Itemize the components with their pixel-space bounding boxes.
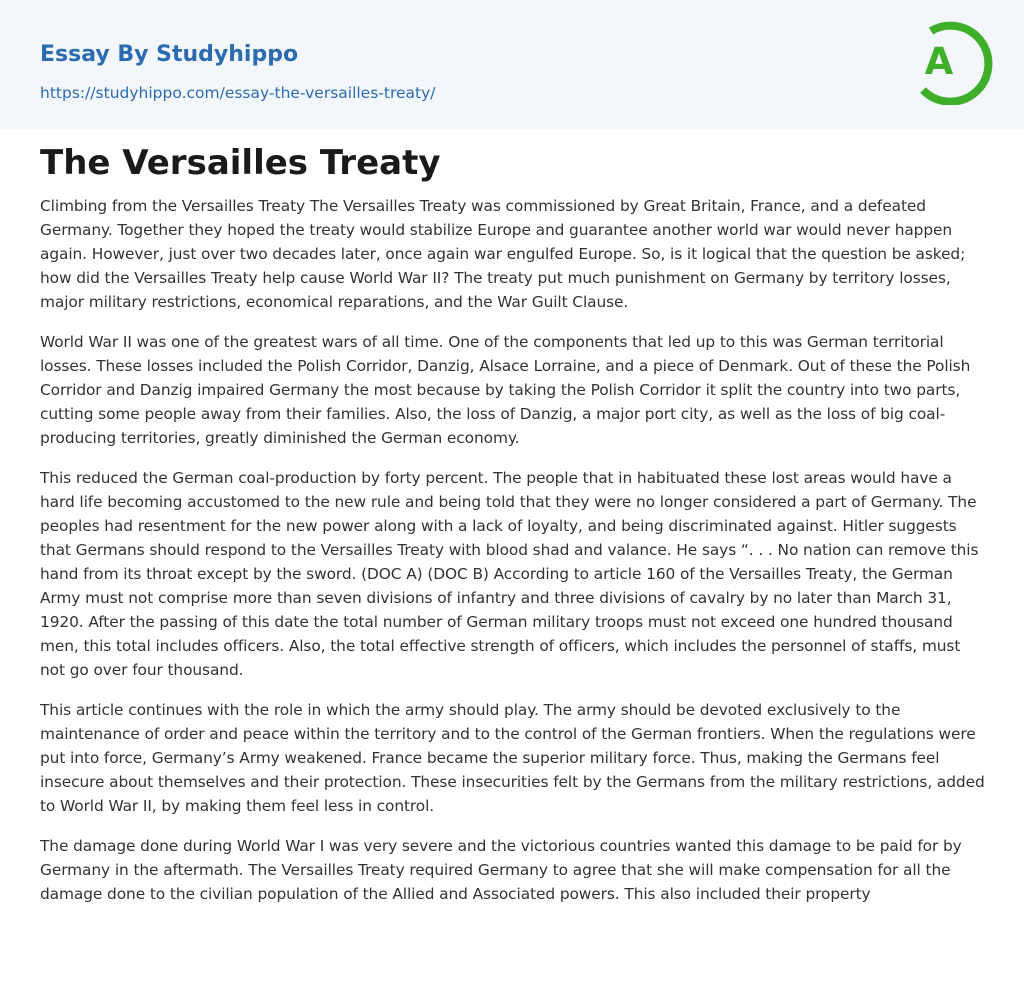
site-header (0, 0, 1024, 129)
article-paragraph: This reduced the German coal-production by forty percent. The people that in habituated these lost areas would have a hard life becoming accustomed to the new rule and being told that they were no longer considered a part of Germany. The peoples had resentment for the new power along with a lack of loyalty, and being discriminated against. Hitler suggests that Germans should respond to the Versailles Treaty with blood shad and valance. He says “. . . No nation can remove this hand from its throat except by the sword. (DOC A) (DOC B) According to article 160 of the Versailles Treaty, the German Army must not comprise more than seven divisions of infantry and three divisions of cavalry by no later than March 31, 1920. After the passing of this date the total number of German military troops must not exceed one hundred thousand men, this total includes officers. Also, the total effective strength of officers, which includes the personnel of staffs, must not go over four thousand. (40, 469, 979, 679)
studyhippo-logo-icon[interactable] (905, 17, 993, 105)
article-paragraph: The damage done during World War I was very severe and the victorious countries wanted this damage to be paid for by Germany in the aftermath. The Versailles Treaty required Germany to agree that she will make compensation for all the damage done to the civilian population of the Allied and Associated powers. This also included their property (40, 837, 962, 903)
article-paragraph: World War II was one of the greatest wars of all time. One of the components that led up to this was German territorial losses. These losses included the Polish Corridor, Danzig, Alsace Lorraine, and a piece of Denmark. Out of these the Polish Corridor and Danzig impaired Germany the most because by taking the Polish Corridor it split the country into two parts, cutting some people away from their families. Also, the loss of Danzig, a major port city, as well as the loss of big coal-producing territories, greatly diminished the German economy. (40, 333, 971, 447)
logo-letter: A (924, 40, 954, 83)
article-paragraph: This article continues with the role in which the army should play. The army should be devoted exclusively to the maintenance of order and peace within the territory and to the control of the German frontiers. When the regulations were put into force, Germany’s Army weakened. France became the superior military force. Thus, making the Germans feel insecure about themselves and their protection. These insecurities felt by the Germans from the military restrictions, added to World War II, by making them feel less in control. (40, 701, 985, 815)
essay-url-link[interactable]: https://studyhippo.com/essay-the-versailles-treaty/ (40, 84, 436, 102)
logo-graphic (905, 17, 993, 105)
page-title: The Versailles Treaty (40, 143, 441, 183)
site-brand[interactable]: Essay By Studyhippo (40, 42, 299, 67)
article-paragraph: Climbing from the Versailles Treaty The Versailles Treaty was commissioned by Great Britain, France, and a defeated Germany. Together they hoped the treaty would stabilize Europe and guarantee another world war would never happen again. However, just over two decades later, once again war engulfed Europe. So, is it logical that the question be asked; how did the Versailles Treaty help cause World War II? The treaty put much punishment on Germany by territory losses, major military restrictions, economical reparations, and the War Guilt Clause. (40, 197, 966, 311)
article-body (40, 194, 986, 922)
